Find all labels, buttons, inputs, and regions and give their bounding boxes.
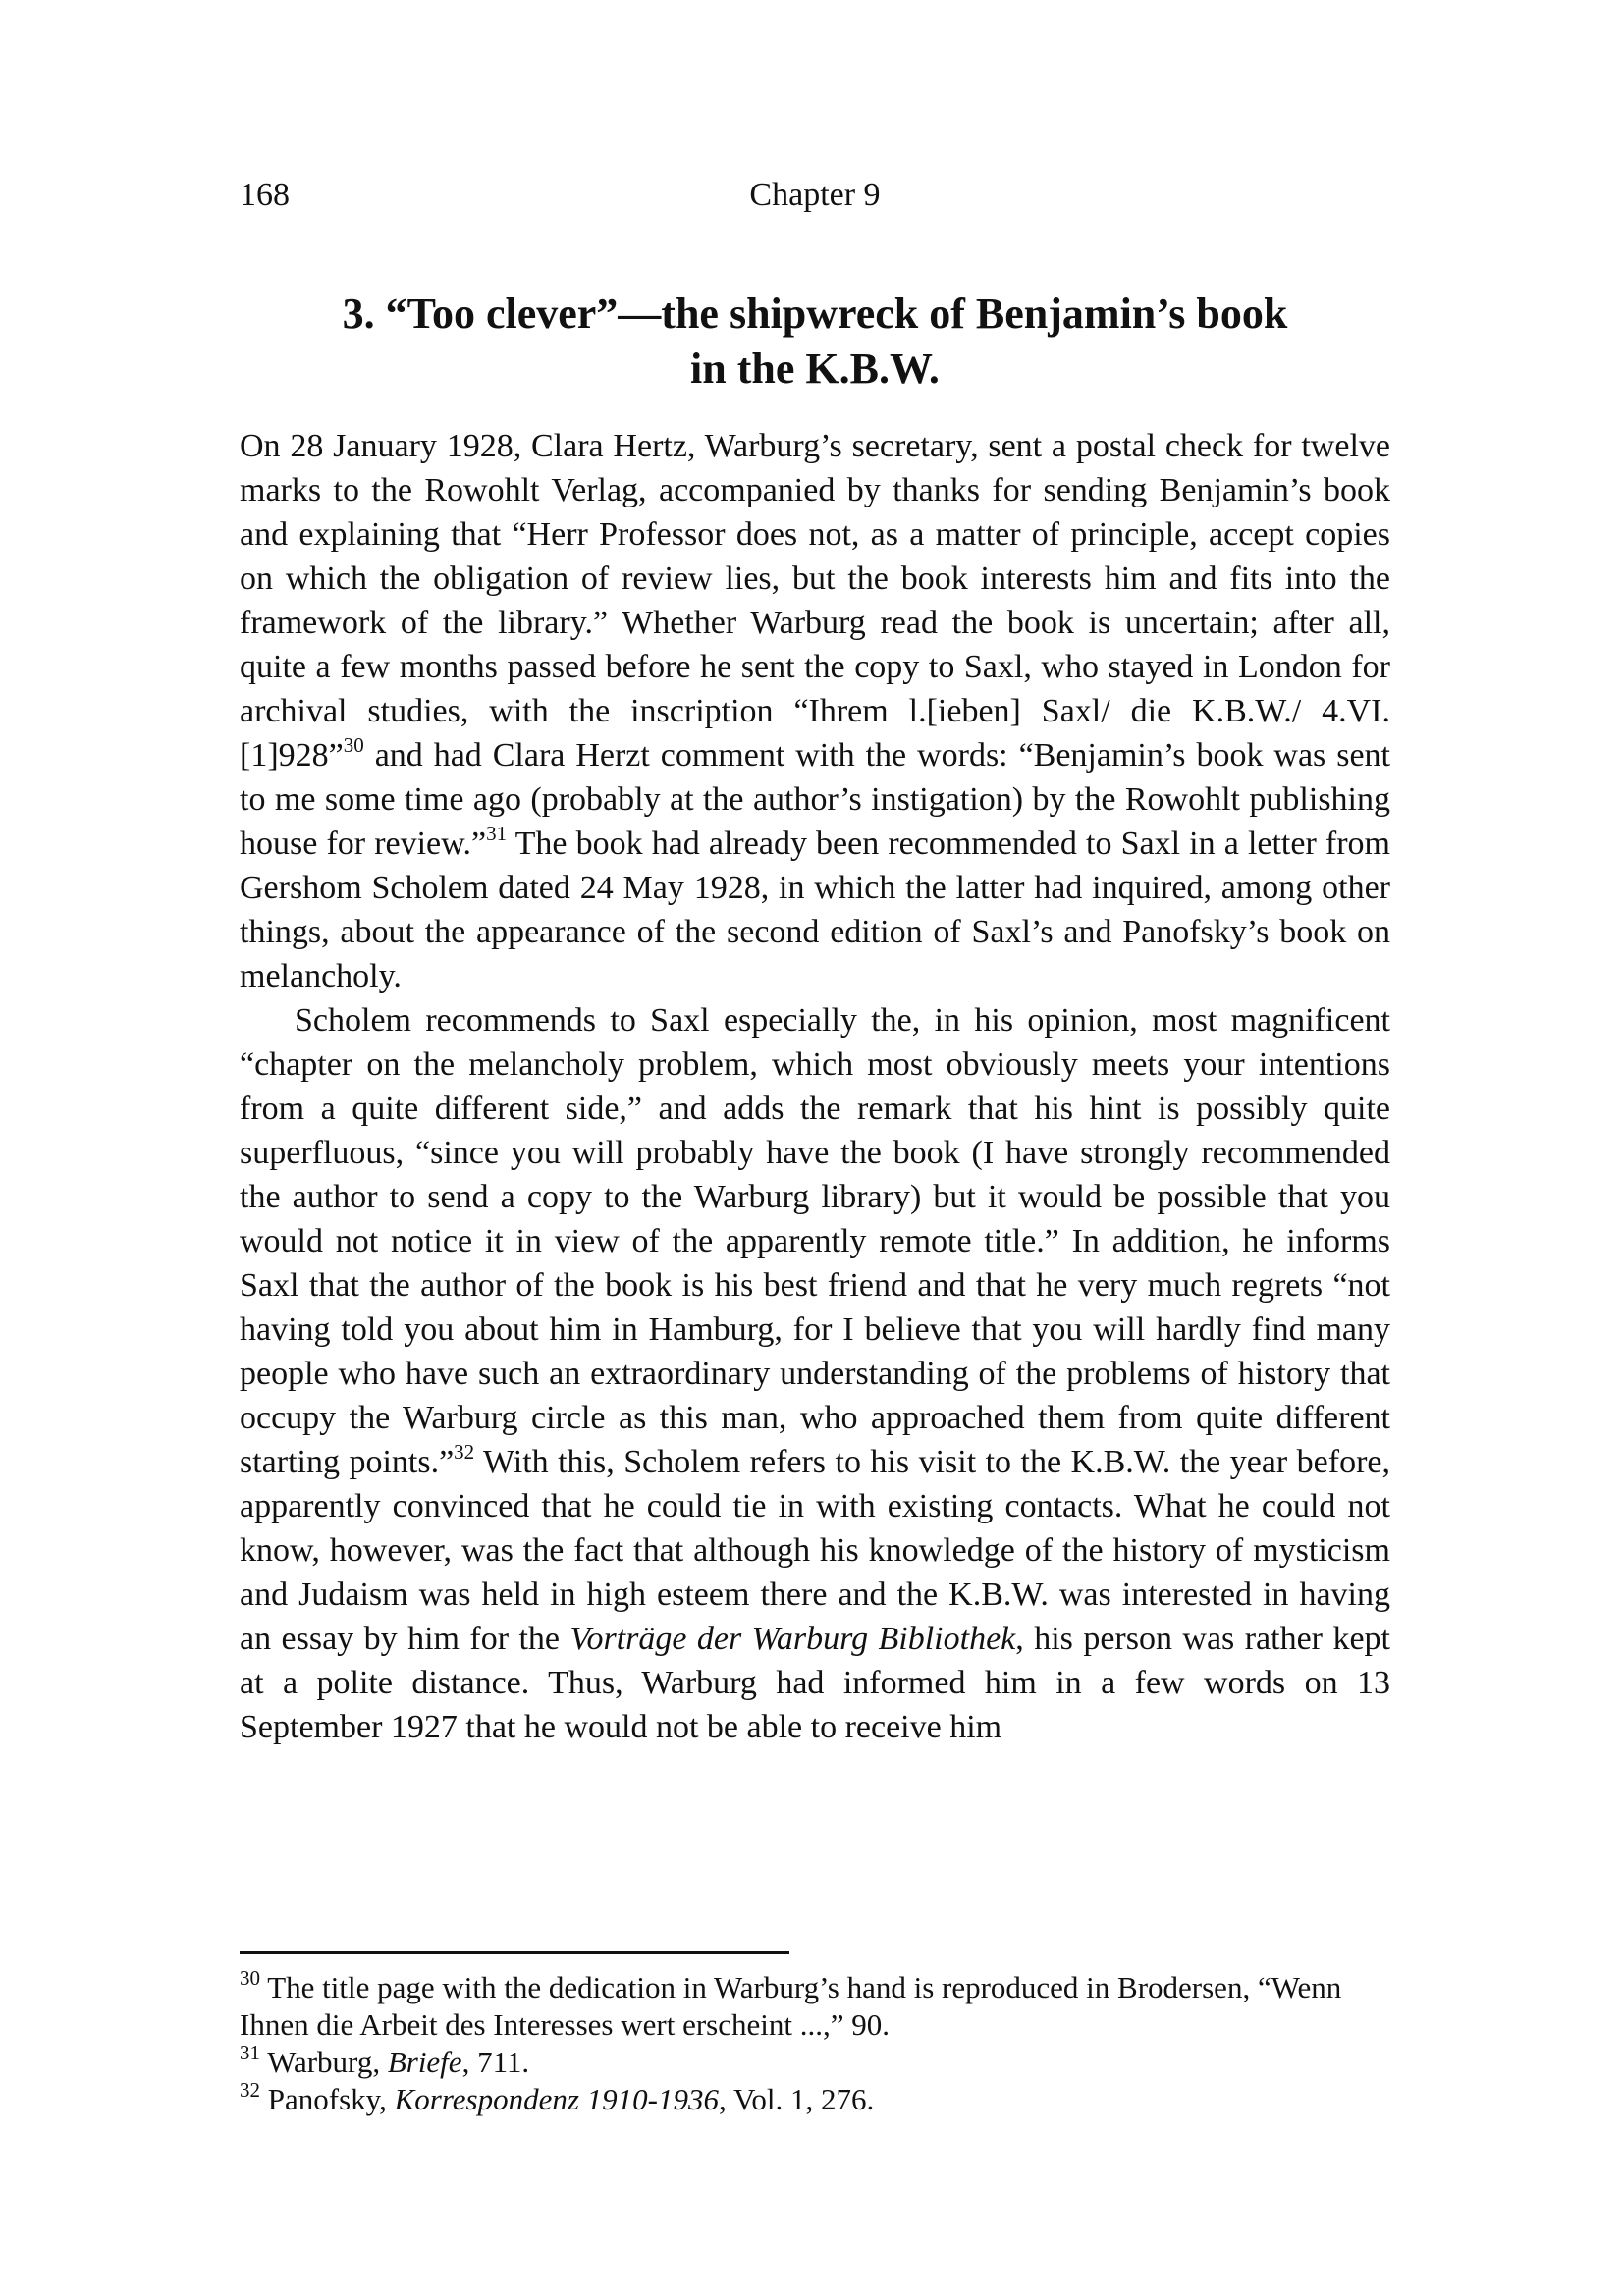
paragraph-text: and had Clara Herzt comment with the words: “Benjamin’s book was sent to me some time ago (probably at the author’s instigation) by the Rowohlt publishing house for review.”	[240, 737, 1390, 862]
running-head: Chapter 9	[749, 177, 881, 213]
footnote-number: 31	[240, 2040, 260, 2064]
paragraph	[240, 998, 1390, 1749]
footnote-31	[240, 2040, 1390, 2081]
footnote-italic: Briefe	[387, 2045, 462, 2079]
paragraph-text: With this, Scholem refers to his visit to the K.B.W. the year before, apparently convinced that he could tie in with existing contacts. What he could not know, however, was the fact that although his knowledge of the history of mysticism and Judaism was held in high esteem there and the K.B.W. was interested in having an essay by him for the	[240, 1444, 1390, 1657]
footnote-number: 32	[240, 2077, 260, 2102]
paragraph-text: Scholem recommends to Saxl especially the, in his opinion, most magnificent “chapter on the melancholy problem, which most obviously meets your intentions from a quite different side,” and adds the remark that his hint is possibly quite superfluous, “since you will probably have the book (I have strongly recommended the author to send a copy to the Warburg library) but it would be possible that you would not notice it in view of the apparently remote title.” In addition, he informs Saxl that the author of the book is his best friend and that he very much regrets “not having told you about him in Hamburg, for I believe that you will hardly find many people who have such an extraordinary understanding of the problems of history that occupy the Warburg circle as this man, who approached them from quite different starting points.”	[240, 1002, 1390, 1480]
footnote-ref-31: 31	[486, 821, 508, 845]
paragraph-text: On 28 January 1928, Clara Hertz, Warburg’s secretary, sent a postal check for twelve marks to the Rowohlt Verlag, accompanied by thanks for sending Benjamin’s book and explaining that “Herr Professor does not, as a matter of principle, accept copies on which the obligation of review lies, but the book interests him and fits into the framework of the library.” Whether Warburg read the book is uncertain; after all, quite a few months passed before he sent the copy to Saxl, who stayed in London for archival studies, with the inscription “Ihrem l.[ieben] Saxl/ die K.B.W./ 4.VI. [1]928”	[240, 428, 1390, 774]
footnote-ref-30: 30	[343, 732, 364, 757]
footnote-number: 30	[240, 1965, 260, 1990]
page-number: 168	[240, 177, 290, 213]
footnote-text: Panofsky,	[260, 2082, 395, 2116]
paragraph-text: The book had already been recommended to Saxl in a letter from Gershom Scholem dated 24 May 1928, in which the latter had inquired, among other things, about the appearance of the second edition of Saxl’s and Panofsky’s book on melancholy.	[240, 826, 1390, 994]
footnote-text: , Vol. 1, 276.	[719, 2082, 875, 2116]
section-title-line1: 3. “Too clever”—the shipwreck of Benjamin’s book	[342, 290, 1288, 338]
footnotes	[240, 1965, 1390, 2118]
footnote-text: Warburg,	[260, 2045, 388, 2079]
footnote-divider	[240, 1951, 789, 1954]
footnote-32	[240, 2077, 1390, 2118]
paragraph	[240, 424, 1390, 998]
section-title	[240, 287, 1390, 397]
footnote-italic: Korrespondenz 1910-1936	[394, 2082, 719, 2116]
section-title-line2: in the K.B.W.	[690, 345, 940, 393]
paragraph-text: , his person was rather kept at a polite distance. Thus, Warburg had informed him in a few words on 13 September 1927 that he would not be able to receive him	[240, 1621, 1390, 1745]
body-text	[240, 424, 1390, 1749]
italic-title: Vorträge der Warburg Bibliothek	[569, 1621, 1016, 1657]
footnote-ref-32: 32	[454, 1439, 475, 1464]
footnote-text: The title page with the dedication in Warburg’s hand is reproduced in Brodersen, “Wenn Ihnen die Arbeit des Interesses wert erscheint ...,” 90.	[240, 1970, 1342, 2042]
page-header	[240, 177, 1390, 226]
footnote-30	[240, 1965, 1390, 2044]
footnote-text: , 711.	[461, 2045, 530, 2079]
